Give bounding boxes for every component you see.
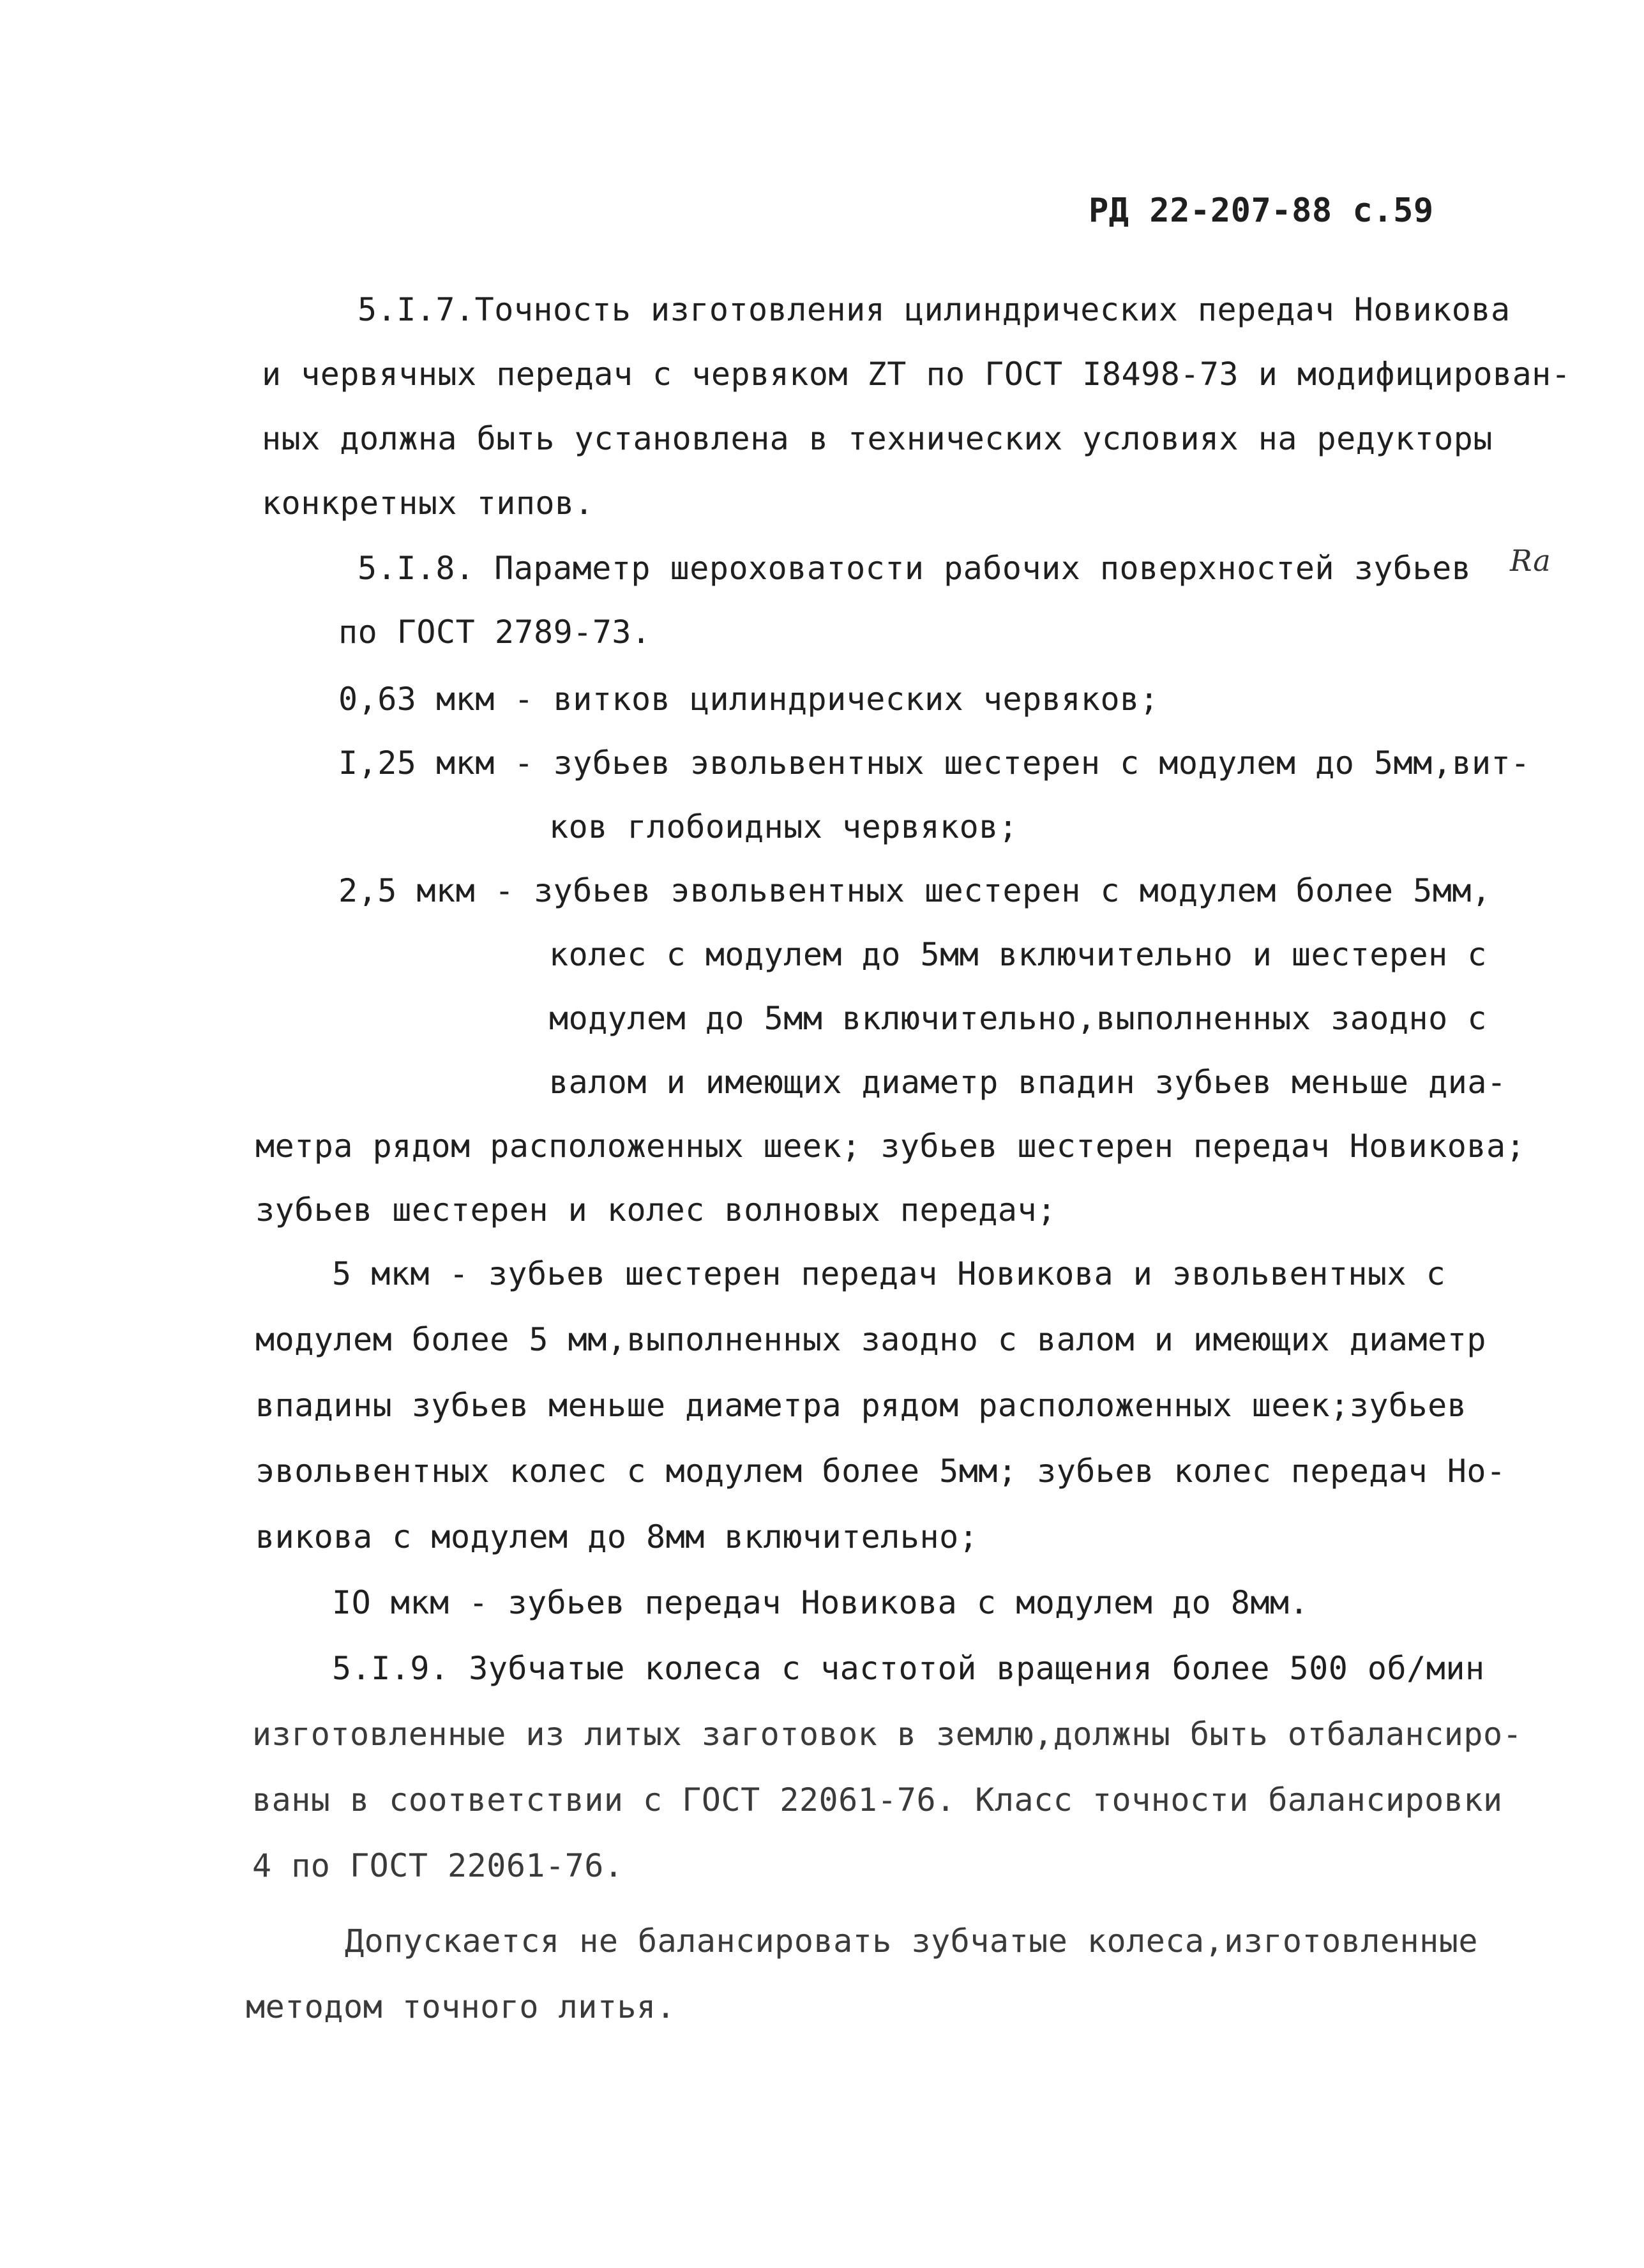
text-line: по ГОСТ 2789-73. (338, 614, 651, 651)
text-line: колес с модулем до 5мм включительно и шестерен с (549, 936, 1487, 973)
text-line: конкретных типов. (262, 485, 594, 522)
text-line: модулем более 5 мм,выполненных заодно с валом и имеющих диаметр (255, 1321, 1486, 1358)
text-line: валом и имеющих диаметр впадин зубьев меньше диа- (549, 1064, 1507, 1101)
text-line: метра рядом расположенных шеек; зубьев шестерен передач Новикова; (255, 1128, 1526, 1165)
text-line: и червячных передач с червяком ZT по ГОСТ I8498-73 и модифицирован- (262, 356, 1571, 393)
text-line: эвольвентных колес с модулем более 5мм; зубьев колес передач Но- (255, 1453, 1506, 1490)
text-line: I,25 мкм - зубьев эвольвентных шестерен с модулем до 5мм,вит- (338, 745, 1530, 782)
text-line: викова с модулем до 8мм включительно; (255, 1518, 979, 1555)
text-line: IO мкм - зубьев передач Новикова с модулем до 8мм. (332, 1584, 1309, 1621)
text-line: ных должна быть установлена в технических условиях на редукторы (262, 420, 1493, 457)
text-line: ков глобоидных червяков; (549, 808, 1018, 845)
text-line: 5.I.9. Зубчатые колеса с частотой вращения более 500 об/мин (332, 1650, 1485, 1687)
text-line: впадины зубьев меньше диаметра рядом расположенных шеек;зубьев (255, 1387, 1467, 1424)
text-line: 5.I.7.Точность изготовления цилиндрических передач Новикова (358, 291, 1511, 328)
text-line: 5 мкм - зубьев шестерен передач Новикова и эвольвентных с (332, 1255, 1446, 1292)
text-line: зубьев шестерен и колес волновых передач; (255, 1191, 1057, 1228)
text-line: 0,63 мкм - витков цилиндрических червяков; (338, 681, 1159, 718)
text-line: 2,5 мкм - зубьев эвольвентных шестерен с модулем более 5мм, (338, 872, 1491, 909)
ra-symbol: Ra (1510, 543, 1551, 578)
text-line: 4 по ГОСТ 22061-76. (252, 1847, 624, 1884)
page-header: РД 22-207-88 с.59 (1089, 192, 1434, 230)
text-line: Допускается не балансировать зубчатые колеса,изготовленные (345, 1923, 1478, 1960)
text-line: 5.I.8. Параметр шероховатости рабочих поверхностей зубьев (358, 550, 1472, 587)
text-line: изготовленные из литых заготовок в землю,должны быть отбалансиро- (252, 1716, 1523, 1753)
text-line: ваны в соответствии с ГОСТ 22061-76. Класс точности балансировки (252, 1781, 1503, 1818)
text-line: модулем до 5мм включительно,выполненных заодно с (549, 1000, 1487, 1037)
text-line: методом точного литья. (246, 1988, 676, 2025)
